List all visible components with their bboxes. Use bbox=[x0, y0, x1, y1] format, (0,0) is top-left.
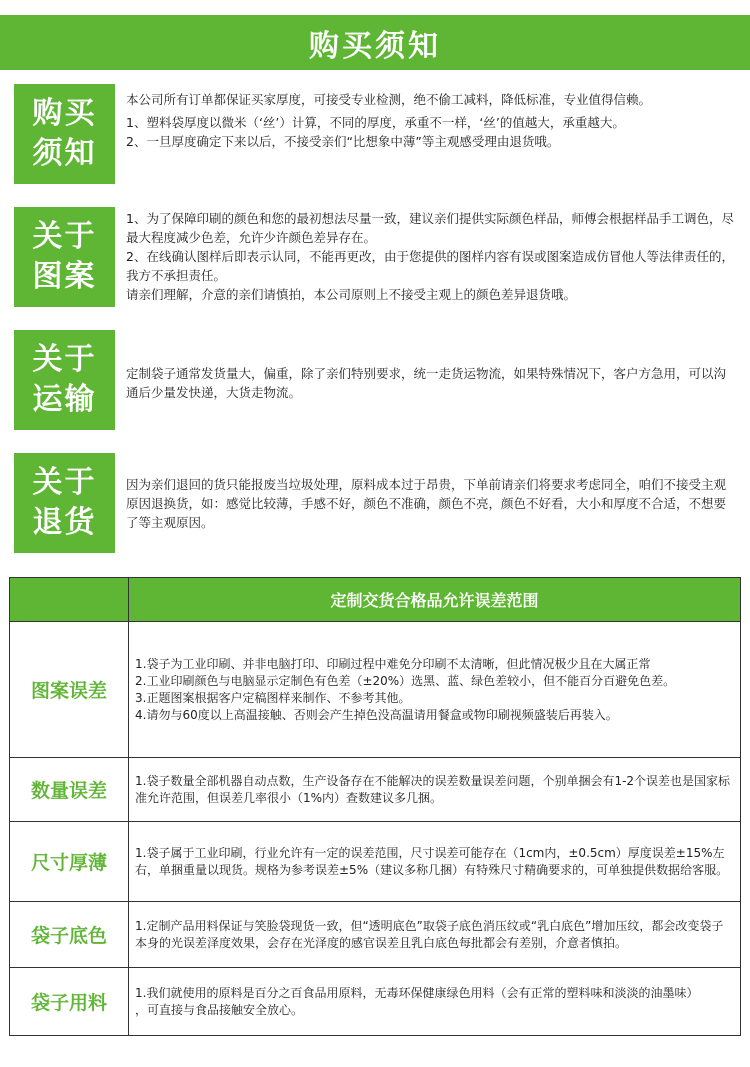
section-tag bbox=[14, 330, 115, 430]
paragraph: 1、塑料袋厚度以微米（‘丝’）计算，不同的厚度，承重不一样，‘丝’的值越大，承重越大。 bbox=[126, 115, 625, 130]
section-tag bbox=[14, 84, 115, 184]
tag-line: 关于 bbox=[32, 465, 97, 500]
section-tag bbox=[14, 453, 115, 553]
row-line: 1.袋子为工业印刷、并非电脑打印、印刷过程中难免分印刷不太清晰，但此情况极少且在大属正常 bbox=[135, 656, 651, 671]
row-content bbox=[129, 968, 741, 1036]
tag-line: 退货 bbox=[32, 505, 97, 540]
row-content bbox=[129, 822, 741, 902]
section-about-shipping bbox=[14, 330, 736, 430]
paragraph: 本公司所有订单都保证买家厚度，可接受专业检测，绝不偷工减料，降低标准，专业值得信赖。 bbox=[126, 92, 652, 107]
row-content bbox=[129, 758, 741, 822]
paragraph: 2、在线确认图样后即表示认同，不能再更改，由于您提供的图样内容有误或图案造成仿冒他人等法律责任的，我方不承担责任。 bbox=[126, 249, 734, 283]
section-about-pattern bbox=[14, 207, 736, 307]
table-header-row bbox=[10, 578, 741, 622]
row-line: ，可直接与食品接触安全放心。 bbox=[135, 1002, 304, 1017]
row-line: 4.请勿与60度以上高温接触、否则会产生掉色没高温请用餐盒或物印刷视频盛装后再装入。 bbox=[135, 707, 618, 722]
tag-line: 购买 bbox=[32, 96, 97, 131]
section-text bbox=[126, 209, 736, 304]
tag-line: 图案 bbox=[32, 259, 97, 294]
row-line: 1.袋子数量全部机器自动点数，生产设备存在不能解决的误差数量误差问题，个别单捆会有1-2个误差也是国家标准允许范围，但误差几率很小（1%内）查数建议多几捆。 bbox=[135, 773, 731, 805]
row-label: 数量误差 bbox=[10, 758, 129, 822]
row-line: 1.袋子属于工业印刷，行业允许有一定的误差范围，尺寸误差可能存在（1cm内，±0.5cm）厚度误差±15%左右，单捆重量以现货。规格为参考误差±5%（建议多称几捆）有特殊尺寸精确要求的，可单独提供数据给客服。 bbox=[135, 845, 729, 877]
table-row bbox=[10, 968, 741, 1036]
row-line: 1.定制产品用料保证与笑脸袋现货一致，但“透明底色”取袋子底色消压纹或“乳白底色”增加压纹，都会改变袋子本身的光误差泽度效果，会存在光泽度的感官误差且乳白底色每批都会有差别，介意者慎拍。 bbox=[135, 918, 724, 950]
tolerance-table bbox=[9, 577, 741, 1036]
row-label: 图案误差 bbox=[10, 622, 129, 758]
table-header: 定制交货合格品允许误差范围 bbox=[129, 578, 741, 622]
header-spacer bbox=[10, 578, 129, 622]
tag-line: 关于 bbox=[32, 219, 97, 254]
row-label: 袋子底色 bbox=[10, 902, 129, 968]
section-text bbox=[126, 90, 736, 151]
banner-title: 购买须知 bbox=[309, 28, 441, 64]
section-text bbox=[126, 475, 736, 532]
paragraph: 请亲们理解，介意的亲们请慎拍，本公司原则上不接受主观上的颜色差异退货哦。 bbox=[126, 287, 577, 302]
table-row bbox=[10, 622, 741, 758]
row-content bbox=[129, 622, 741, 758]
paragraph: 定制袋子通常发货量大，偏重，除了亲们特别要求，统一走货运物流，如果特殊情况下，客户方急用，可以沟通后少量发快递，大货走物流。 bbox=[126, 366, 727, 400]
row-line: 2.工业印刷颜色与电脑显示定制色有色差（±20%）选黑、蓝、绿色差较小，但不能百分百避免色差。 bbox=[135, 673, 676, 688]
page-banner bbox=[0, 15, 750, 70]
paragraph: 因为亲们退回的货只能报废当垃圾处理，原料成本过于昂贵，下单前请亲们将要求考虑同全，咱们不接受主观原因退换货，如：感觉比较薄，手感不好，颜色不准确，颜色不亮，颜色不好看，大小和厚度不合适，不想要了等主观原因。 bbox=[126, 477, 727, 530]
row-content bbox=[129, 902, 741, 968]
section-text bbox=[126, 364, 736, 402]
row-label: 尺寸厚薄 bbox=[10, 822, 129, 902]
table-row bbox=[10, 758, 741, 822]
table-row bbox=[10, 902, 741, 968]
tag-line: 关于 bbox=[32, 342, 97, 377]
row-line: 1.我们就使用的原料是百分之百食品用原料，无毒环保健康绿色用料（会有正常的塑料味和淡淡的油墨味） bbox=[135, 985, 699, 1000]
section-tag bbox=[14, 207, 115, 307]
section-purchase-notice bbox=[14, 84, 736, 184]
section-about-returns bbox=[14, 453, 736, 553]
tag-line: 运输 bbox=[32, 382, 97, 417]
paragraph: 1、为了保障印刷的颜色和您的最初想法尽量一致，建议亲们提供实际颜色样品，师傅会根据样品手工调色，尽最大程度减少色差，允许少许颜色差异存在。 bbox=[126, 211, 734, 245]
row-line: 3.正题图案根据客户定稿图样来制作、不参考其他。 bbox=[135, 690, 411, 705]
paragraph: 2、一旦厚度确定下来以后，不接受亲们“比想象中薄”等主观感受理由退货哦。 bbox=[126, 134, 560, 149]
table-row bbox=[10, 822, 741, 902]
tag-line: 须知 bbox=[32, 136, 97, 171]
row-label: 袋子用料 bbox=[10, 968, 129, 1036]
